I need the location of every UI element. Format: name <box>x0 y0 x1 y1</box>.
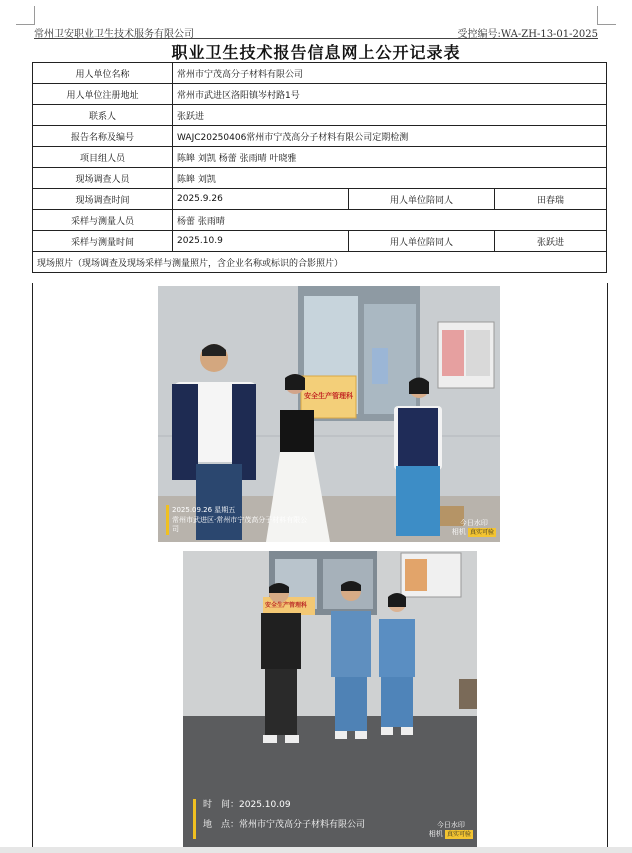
table-row <box>33 105 607 126</box>
photo2-time-label: 时 间： <box>203 800 240 810</box>
photo2-place-label: 地 点： <box>203 820 240 830</box>
row-label: 项目组人员 <box>33 147 173 168</box>
table-row <box>33 252 607 273</box>
row-value: 张跃进 <box>173 105 607 126</box>
crop-mark-top-right <box>597 6 616 25</box>
row-label: 现场调查时间 <box>33 189 173 210</box>
row-value: 田春瑞 <box>495 189 607 210</box>
row-label: 用人单位注册地址 <box>33 84 173 105</box>
row-label: 现场调查人员 <box>33 168 173 189</box>
row-value: 2025.10.9 <box>173 231 349 252</box>
record-table <box>32 62 607 273</box>
sampling-photo <box>183 551 477 853</box>
row-label: 报告名称及编号 <box>33 126 173 147</box>
photo2-place <box>203 819 365 832</box>
header-divider <box>34 38 598 39</box>
watermark-title: 今日水印 <box>436 821 465 829</box>
watermark-sub: 相机 <box>451 528 466 536</box>
photo2-sign: 安全生产管理科 <box>265 602 308 609</box>
table-row <box>33 63 607 84</box>
watermark-title: 今日水印 <box>459 519 488 527</box>
table-row <box>33 231 607 252</box>
photo2-time <box>203 799 291 812</box>
viewer-bottom-edge <box>0 847 632 853</box>
row-label: 用人单位陪同人 <box>349 231 495 252</box>
header-company: 常州卫安职业卫生技术服务有限公司 <box>34 29 194 40</box>
crop-mark-top-left <box>16 6 35 25</box>
row-value: 陈皞 刘凯 <box>173 168 607 189</box>
photo2-time-value: 2025.10.09 <box>239 800 291 810</box>
row-value: 常州市武进区洛阳镇岑村路1号 <box>173 84 607 105</box>
table-row <box>33 189 607 210</box>
photo-section-label: 现场照片（现场调查及现场采样与测量照片，含企业名称或标识的合影照片） <box>33 252 607 273</box>
site-survey-photo-scene <box>158 286 500 542</box>
row-value: 2025.9.26 <box>173 189 349 210</box>
row-value: 陈皞 刘凯 杨蕾 张雨晴 叶晓雅 <box>173 147 607 168</box>
row-value: 杨蕾 张雨晴 <box>173 210 607 231</box>
photo2-place-value: 常州市宁茂高分子材料有限公司 <box>239 820 366 830</box>
row-value: 常州市宁茂高分子材料有限公司 <box>173 63 607 84</box>
photo1-sign: 安全生产管理科 <box>304 392 353 400</box>
row-label: 用人单位名称 <box>33 63 173 84</box>
page-title: 职业卫生技术报告信息网上公开记录表 <box>171 43 461 62</box>
row-label: 采样与测量时间 <box>33 231 173 252</box>
table-row <box>33 147 607 168</box>
watermark-sub: 相机 <box>428 830 443 838</box>
table-row <box>33 126 607 147</box>
site-survey-photo <box>158 286 500 542</box>
timestamp-bar <box>193 799 196 839</box>
row-label: 用人单位陪同人 <box>349 189 495 210</box>
table-row <box>33 84 607 105</box>
table-row <box>33 210 607 231</box>
verified-badge: 真实可验 <box>469 529 494 536</box>
verified-badge: 真实可验 <box>446 831 471 838</box>
photo-area <box>32 283 608 853</box>
watermark-logo <box>429 821 473 839</box>
row-value: WAJC20250406常州市宁茂高分子材料有限公司定期检测 <box>173 126 607 147</box>
watermark-logo <box>452 519 496 537</box>
row-label: 采样与测量人员 <box>33 210 173 231</box>
header-control-code: 受控编号:WA-ZH-13-01-2025 <box>457 29 598 40</box>
row-label: 联系人 <box>33 105 173 126</box>
photo1-timestamp: 2025.09.26 星期五 <box>172 506 236 514</box>
row-value: 张跃进 <box>495 231 607 252</box>
timestamp-bar <box>166 505 169 535</box>
table-row <box>33 168 607 189</box>
photo1-location: 常州市武进区·常州市宁茂高分子材料有限公司 <box>172 516 308 533</box>
